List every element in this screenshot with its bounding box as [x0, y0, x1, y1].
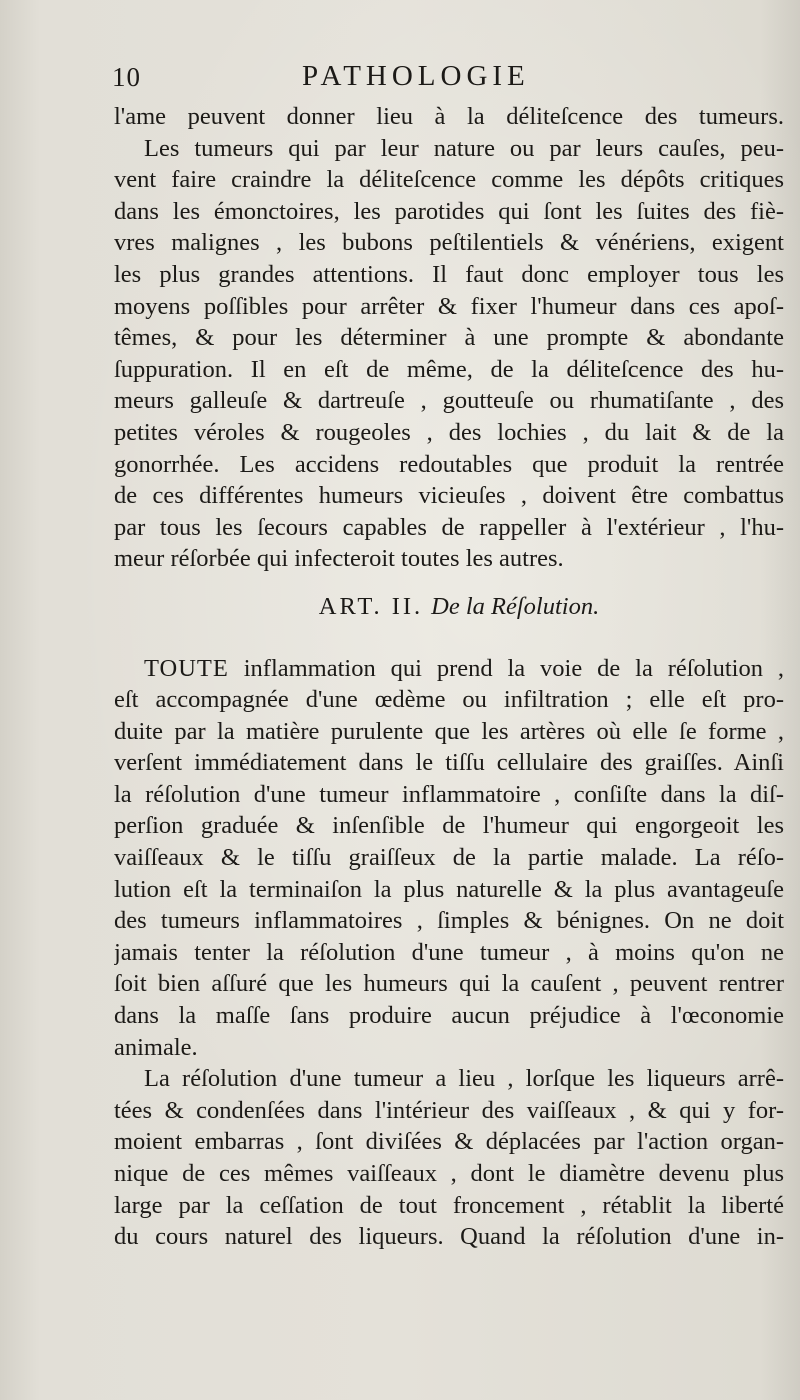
lead-line-rest: inflammation qui prend la voie de la réſolution , [228, 654, 784, 682]
paragraph-3 [114, 653, 784, 1064]
text-line: verſent immédiatement dans le tiſſu cellulaire des graiſſes. Ainſi [114, 749, 784, 777]
text-line: gonorrhée. Les accidens redoutables que produit la rentrée [114, 450, 784, 478]
text-line: du cours naturel des liqueurs. Quand la réſolution d'une in- [114, 1223, 784, 1251]
text-line: des tumeurs inflammatoires , ſimples & bénignes. On ne doit [114, 907, 784, 935]
paragraph-1 [114, 101, 784, 133]
text-line: meur réſorbée qui infecteroit toutes les autres. [114, 545, 564, 573]
text-line: jamais tenter la réſolution d'une tumeur , à moins qu'on ne [114, 938, 784, 966]
text-line: duite par la matière purulente que les artères où elle ſe forme , [114, 717, 784, 745]
text-line: la réſolution d'une tumeur inflammatoire , conſiſte dans la diſ- [114, 780, 784, 808]
text-line: vres malignes , les bubons peſtilentiels & vénériens, exigent [114, 229, 784, 257]
text-line: large par la ceſſation de tout froncement , rétablit la liberté [114, 1191, 784, 1219]
paragraph-4 [114, 1063, 784, 1253]
page-header [112, 60, 672, 100]
text-line: têmes, & pour les déterminer à une prompte & abondante [114, 324, 784, 352]
text-line-with-small-caps [114, 653, 784, 685]
article-title: De la Réſolution. [431, 592, 600, 620]
text-line: moyens poſſibles pour arrêter & fixer l'humeur dans ces apoſ- [114, 292, 784, 320]
text-line: lution eſt la terminaiſon la plus naturelle & la plus avantageuſe [114, 875, 784, 903]
article-number: ART. II. [318, 592, 424, 620]
text-line: dans les émonctoires, les parotides qui ſont les ſuites des fiè- [114, 197, 784, 225]
text-line: animale. [114, 1033, 198, 1061]
text-line: Les tumeurs qui par leur nature ou par leurs cauſes, peu- [144, 134, 784, 162]
text-line: vent faire craindre la déliteſcence comme les dépôts critiques [114, 166, 784, 194]
text-line: par tous les ſecours capables de rappeller à l'extérieur , l'hu- [114, 513, 784, 541]
text-line: ſuppuration. Il en eſt de même, de la déliteſcence des hu- [114, 355, 784, 383]
text-line: de ces différentes humeurs vicieuſes , doivent être combattus [114, 482, 784, 510]
text-line: dans la maſſe ſans produire aucun préjudice à l'œconomie [114, 1002, 784, 1030]
text-line: eſt accompagnée d'une œdème ou infiltration ; elle eſt pro- [114, 686, 784, 714]
text-line: ſoit bien aſſuré que les humeurs qui la cauſent , peuvent rentrer [114, 970, 784, 998]
body-text [114, 101, 784, 1253]
text-line: La réſolution d'une tumeur a lieu , lorſque les liqueurs arrê- [144, 1065, 784, 1093]
paragraph-2 [114, 133, 784, 575]
text-line: vaiſſeaux & le tiſſu graiſſeux de la partie malade. La réſo- [114, 844, 784, 872]
text-line: l'ame peuvent donner lieu à la déliteſcence des tumeurs. [114, 103, 784, 130]
text-line: perſion graduée & inſenſible de l'humeur qui engorgeoit les [114, 812, 784, 840]
section-heading [114, 591, 784, 623]
text-line: petites véroles & rougeoles , des lochies , du lait & de la [114, 418, 784, 446]
text-line: tées & condenſées dans l'intérieur des vaiſſeaux , & qui y for- [114, 1096, 784, 1124]
running-title: PATHOLOGIE [302, 60, 530, 92]
lead-word: TOUTE [144, 654, 229, 682]
text-line: meurs galleuſe & dartreuſe , goutteuſe ou rhumatiſante , des [114, 387, 784, 415]
page-number: 10 [112, 62, 141, 92]
text-line: nique de ces mêmes vaiſſeaux , dont le diamètre devenu plus [114, 1160, 784, 1187]
text-line: moient embarras , ſont diviſées & déplacées par l'action organ- [114, 1128, 784, 1156]
text-line: les plus grandes attentions. Il faut donc employer tous les [114, 260, 784, 288]
